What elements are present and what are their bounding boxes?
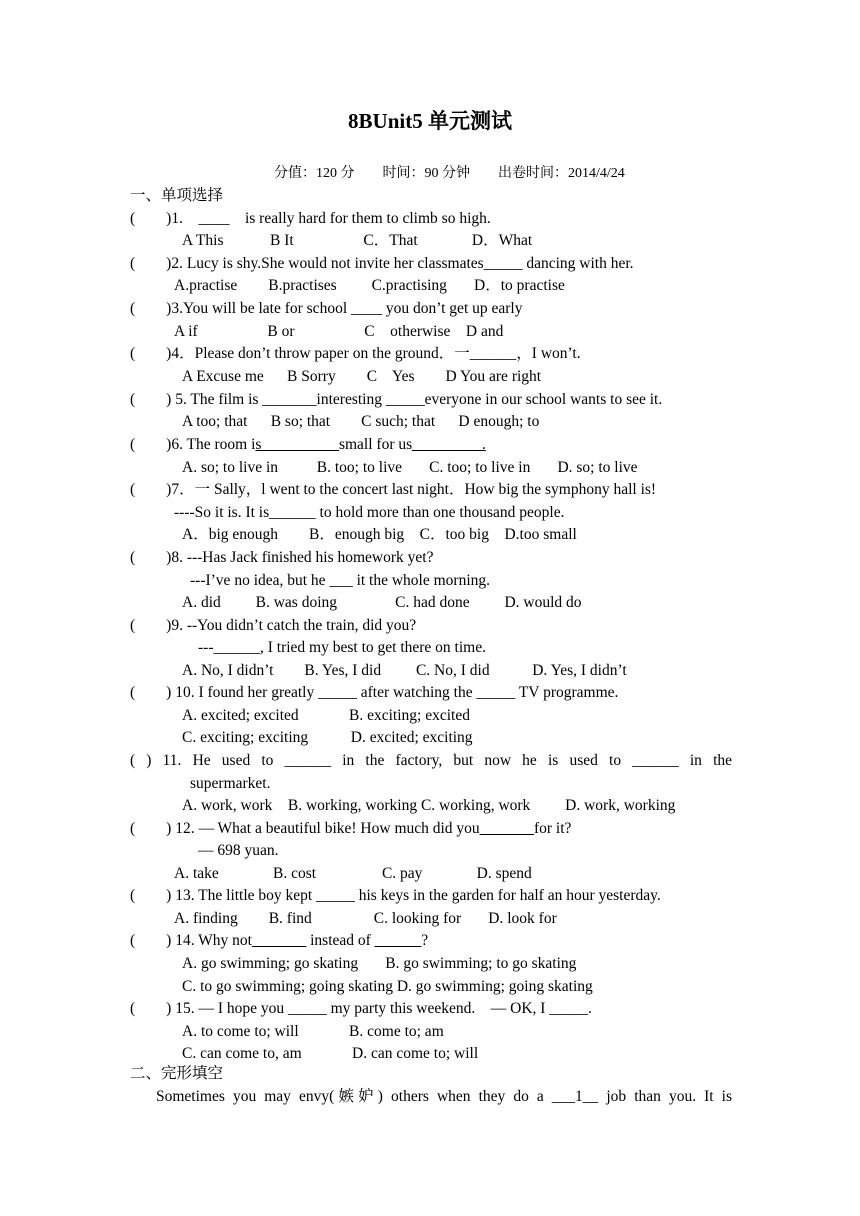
question-8-line-2: ---I’ve no idea, but he ___ it the whole morning. xyxy=(190,572,491,589)
page-title: 8BUnit5 单元测试 xyxy=(348,109,512,133)
question-2: ( )2. Lucy is shy.She would not invite her classmates_____ dancing with her. xyxy=(130,255,634,272)
question-12-options: A. take B. cost C. pay D. spend xyxy=(174,865,532,882)
question-15-options-1: A. to come to; will B. come to; am xyxy=(182,1023,444,1040)
question-14-end: ? xyxy=(421,932,429,949)
question-14-options-1: A. go swimming; go skating B. go swimming; to go skating xyxy=(182,955,577,972)
question-13: ( ) 13. The little boy kept _____ his keys in the garden for half an hour yesterday. xyxy=(130,887,661,904)
question-1-options: A This B It C．That D．What xyxy=(182,232,533,249)
cloze-passage: Sometimes you may envy(嫉妒) others when they do a ___1__ job than you. It is xyxy=(156,1088,732,1105)
question-4: ( )4．Please don’t throw paper on the ground．一______，I won’t. xyxy=(130,345,581,362)
question-14-blank-1: _______ xyxy=(251,932,307,949)
section-heading-2: 二、完形填空 xyxy=(130,1065,224,1082)
question-12 xyxy=(130,819,571,839)
exam-meta: 分值：120 分 时间：90 分钟 出卷时间：2014/4/24 xyxy=(274,166,625,181)
question-2-options: A.practise B.practises C.practising D．to practise xyxy=(174,277,565,294)
question-13-options: A. finding B. find C. looking for D. look for xyxy=(174,910,557,927)
question-12-end: for it? xyxy=(533,820,572,837)
question-9: ( )9. --You didn’t catch the train, did you? xyxy=(130,617,417,634)
question-12-line-2: — 698 yuan. xyxy=(198,842,279,859)
question-3-options: A if B or C otherwise D and xyxy=(174,323,504,340)
question-6-blank-2: _________. xyxy=(412,436,486,453)
question-6 xyxy=(130,435,486,455)
question-12-stem: ( ) 12. — What a beautiful bike! How much did you xyxy=(130,820,480,837)
question-4-options: A Excuse me B Sorry C Yes D You are right xyxy=(182,368,542,385)
question-9-options: A. No, I didn’t B. Yes, I did C. No, I did D. Yes, I didn’t xyxy=(182,662,627,679)
question-7-options: A．big enough B．enough big C．too big D.too small xyxy=(182,526,577,543)
question-14-blank-2: ______ xyxy=(374,932,422,949)
question-8-options: A. did B. was doing C. had done D. would do xyxy=(182,594,582,611)
question-7-line-2: ----So it is. It is______ to hold more than one thousand people. xyxy=(174,504,565,521)
question-11-line-2: supermarket. xyxy=(190,775,271,792)
question-11: ( ) 11. He used to ______ in the factory, but now he is used to ______ in the xyxy=(130,752,732,769)
question-8: ( )8. ---Has Jack finished his homework yet? xyxy=(130,549,434,566)
question-3: ( )3.You will be late for school ____ you don’t get up early xyxy=(130,300,523,317)
question-10-options-2: C. exciting; exciting D. excited; exciting xyxy=(182,729,473,746)
question-9-line-2: ---______, I tried my best to get there on time. xyxy=(198,639,486,656)
question-10-options-1: A. excited; excited B. exciting; excited xyxy=(182,707,470,724)
question-6-mid: small for us xyxy=(338,436,413,453)
question-6-stem: ( )6. The room i xyxy=(130,436,256,453)
question-14-stem: ( ) 14. Why not xyxy=(130,932,252,949)
question-11-options: A. work, work B. working, working C. working, work D. work, working xyxy=(182,797,676,814)
section-heading-1: 一、单项选择 xyxy=(130,187,224,204)
question-15-options-2: C. can come to, am D. can come to; will xyxy=(182,1045,479,1062)
question-14-options-2: C. to go swimming; going skating D. go swimming; going skating xyxy=(182,978,593,995)
question-6-options: A. so; to live in B. too; to live C. too; to live in D. so; to live xyxy=(182,459,638,476)
question-5: ( ) 5. The film is _______interesting _____everyone in our school wants to see it. xyxy=(130,391,663,408)
question-14-mid: instead of xyxy=(306,932,375,949)
question-1: ( )1. ____ is really hard for them to climb so high. xyxy=(130,210,491,227)
question-6-blank-1: s__________ xyxy=(255,436,339,453)
question-10: ( ) 10. I found her greatly _____ after watching the _____ TV programme. xyxy=(130,684,619,701)
question-5-options: A too; that B so; that C such; that D enough; to xyxy=(182,413,540,430)
question-14 xyxy=(130,931,428,951)
question-15: ( ) 15. — I hope you _____ my party this weekend. — OK, I _____. xyxy=(130,1000,592,1017)
question-7: ( )7．一 Sally，l went to the concert last night．How big the symphony hall is! xyxy=(130,481,657,498)
question-12-blank: _______ xyxy=(479,820,534,837)
